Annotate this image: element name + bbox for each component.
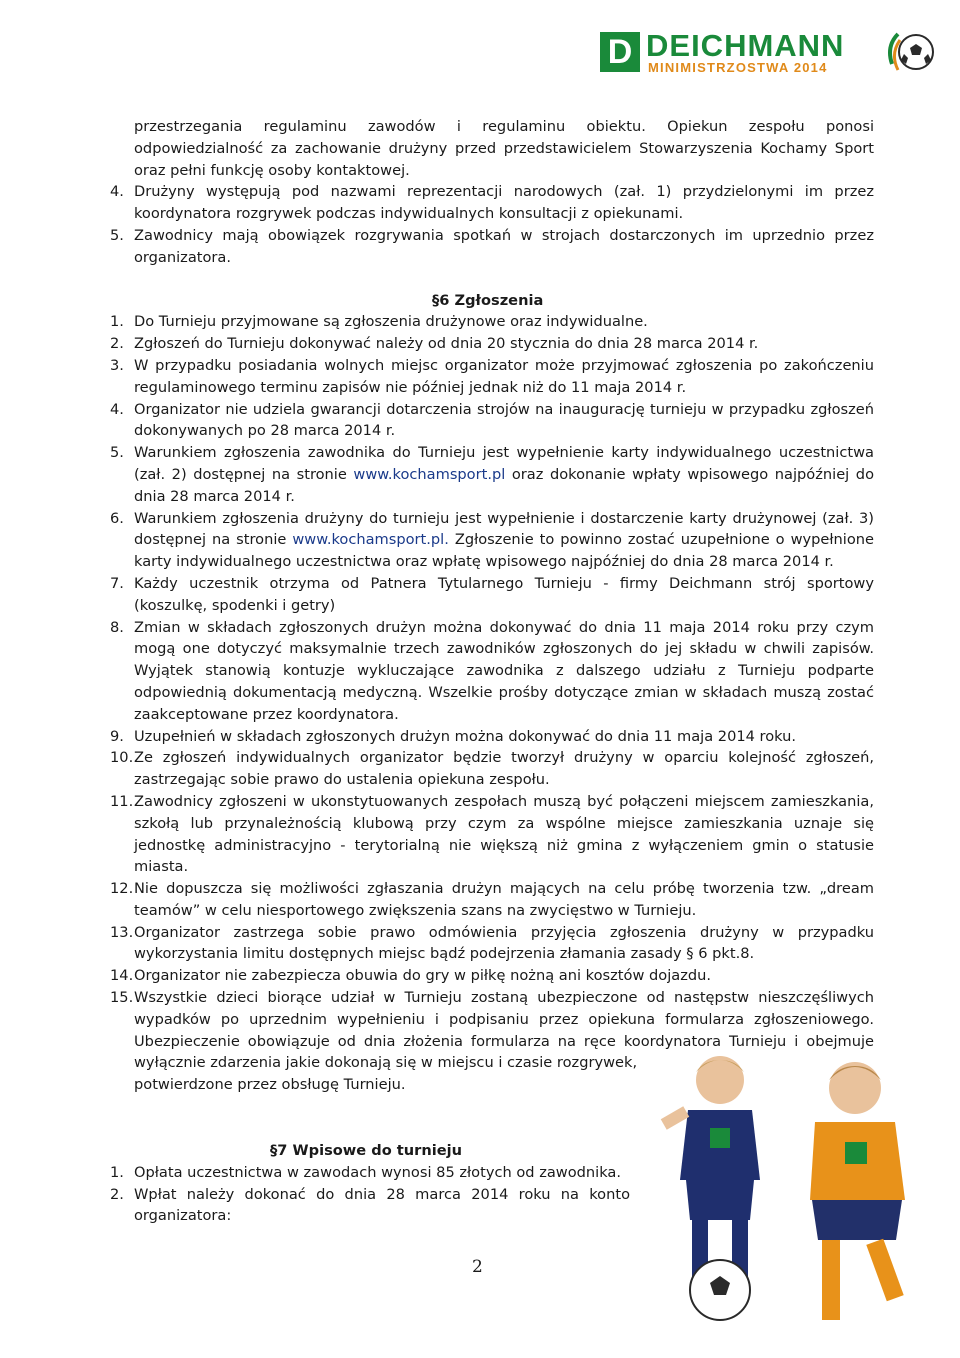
- list-item: [110, 333, 874, 355]
- kochamsport-link[interactable]: www.kochamsport.pl: [353, 465, 506, 483]
- deichmann-logo: [600, 22, 940, 78]
- page-number: 2: [472, 1257, 483, 1277]
- list-item: [110, 1184, 630, 1228]
- football-logo-icon: [884, 24, 936, 76]
- logo-subtitle: MINIMISTRZOSTWA 2014: [648, 60, 828, 75]
- list-item: [110, 965, 874, 987]
- list-item-text: Opłata uczestnictwa w zawodach wynosi 85 złotych od zawodnika.: [134, 1163, 622, 1181]
- list-item-text: Wszystkie dzieci biorące udział w Turnieju zostaną ubezpieczone od następstw nieszczęśliwych wypadków po uprzednim wypełnieniu i podpisaniu przez opiekuna formularza zgłoszeniowego. Ubezpieczenie obowiązuje od dnia złożenia formularza na ręce koordynatora Turnieju i obejmuje wyłącznie zdarzenia jakie dokonają się w miejscu i czasie rozgrywek,: [134, 989, 874, 1072]
- list-item-number: 8.: [110, 618, 124, 636]
- list-item-text: Drużyny występują pod nazwami reprezentacji narodowych (zał. 1) przydzielonymi im przez koordynatora rozgrywek podczas indywidualnych konsultacji z opiekunami.: [134, 183, 874, 223]
- list-item-number: 3.: [110, 356, 124, 374]
- list-item-number: 11.: [110, 792, 134, 810]
- logo-name: DEICHMANN: [646, 28, 845, 63]
- list-item-number: 10.: [110, 749, 134, 767]
- list-item-number: 9.: [110, 727, 124, 745]
- list-item-text: Wpłat należy dokonać do dnia 28 marca 2014 roku na konto organizatora:: [134, 1185, 630, 1225]
- section-7-list: [110, 1162, 630, 1227]
- kochamsport-link[interactable]: www.kochamsport.pl.: [292, 531, 449, 549]
- list-item-number: 2.: [110, 335, 124, 353]
- list-item-number: 15.: [110, 989, 134, 1007]
- list-item-number: 13.: [110, 923, 134, 941]
- list-item: [110, 617, 874, 726]
- list-item-number: 5.: [110, 444, 124, 462]
- list-item-text: W przypadku posiadania wolnych miejsc organizator może przyjmować zgłoszenia po zakończeniu regulaminowego terminu zapisów nie później jednak niż do 11 maja 2014 r.: [134, 356, 874, 396]
- intro-paragraph: przestrzegania regulaminu zawodów i regulaminu obiektu. Opiekun zespołu ponosi odpowiedzialność za zachowanie drużyny przed przedstawicielem Stowarzyszenia Kochamy Sport oraz pełni funkcję osoby kontaktowej.: [134, 118, 874, 179]
- list-item: [110, 791, 874, 878]
- list-item-number: 1.: [110, 1163, 124, 1181]
- list-item-text: Ze zgłoszeń indywidualnych organizator będzie tworzył drużyny w oparciu kolejność zgłoszeń, zastrzegając sobie prawo do ustalenia opiekuna zespołu.: [134, 749, 874, 789]
- section-6-list: [110, 311, 874, 1096]
- list-item: [110, 726, 874, 748]
- list-item: [110, 399, 874, 443]
- list-item-text: Uzupełnień w składach zgłoszonych drużyn można dokonywać do dnia 11 maja 2014 roku.: [134, 727, 797, 745]
- list-item-number: 4.: [110, 183, 124, 201]
- list-item: [110, 181, 874, 225]
- list-item-number: 2.: [110, 1185, 124, 1203]
- children-football-players-image: [640, 1050, 950, 1350]
- list-item-text: Zawodnicy zgłoszeni w ukonstytuowanych zespołach muszą być połączeni miejscem zamieszkania, szkołą lub przynależnością klubową przy czym za wspólne miejsce zamieszkania uznaje się jednostkę administracyjno - terytorialną nie większą niż gmina z wyłączeniem gmin o statusie miasta.: [134, 792, 874, 876]
- list-item-text: Zgłoszeń do Turnieju dokonywać należy od dnia 20 stycznia do dnia 28 marca 2014 r.: [134, 335, 759, 353]
- list-item-number: 14.: [110, 967, 134, 985]
- list-item-number: 6.: [110, 509, 124, 527]
- list-item-text: Organizator zastrzega sobie prawo odmówienia przyjęcia zgłoszenia drużyny w przypadku wykorzystania limitu dostępnych miejsc bądź podejrzenia złamania zasady § 6 pkt.8.: [134, 923, 874, 963]
- items-before-list: [110, 181, 874, 268]
- section-7-title: §7 Wpisowe do turnieju: [270, 1142, 463, 1160]
- list-item-number: 5.: [110, 226, 124, 244]
- list-item: [110, 225, 874, 269]
- list-item-text: Nie dopuszcza się możliwości zgłaszania drużyn mających na celu próbę tworzenia tzw. „dream teamów” w celu niesportowego zwiększenia szans na zwycięstwo w Turnieju.: [134, 880, 874, 919]
- list-item-text: Zgłoszenie to powinno zostać uzupełnione o wypełnione karty indywidualnego uczestnictwa oraz wpłatę wpisowego najpóźniej do dnia 28 marca 2014 r.: [134, 531, 874, 571]
- list-item: [110, 508, 874, 573]
- list-item: [110, 355, 874, 399]
- list-item-number: 4.: [110, 400, 124, 418]
- list-item-extra-line: potwierdzone przez obsługę Turnieju.: [134, 1076, 406, 1094]
- list-item-number: 7.: [110, 574, 124, 592]
- list-item: [110, 442, 874, 507]
- list-item-text: Warunkiem zgłoszenia zawodnika do Turnieju jest wypełnienie karty indywidualnego uczestnictwa (zał. 2) dostępnej na stronie: [134, 444, 874, 483]
- list-item-number: 1.: [110, 313, 124, 331]
- list-item-text: oraz dokonanie wpłaty wpisowego najpóźniej do dnia 28 marca 2014 r.: [134, 465, 875, 505]
- list-item-number: 12.: [110, 880, 134, 898]
- section-6-title: §6 Zgłoszenia: [432, 291, 544, 309]
- list-item-text: Zmian w składach zgłoszonych drużyn można dokonywać do dnia 11 maja 2014 roku przy czym mogą one dotyczyć maksymalnie trzech zawodników zgłoszonych do jej składu w chwili zapisów. Wyjątek stanowią kontuzje wykluczające zawodnika z dalszego udziału z Turnieju podparte odpowiednią dokumentacją medyczną. Wszelkie prośby dotyczące zmian w składach muszą zostać zaakceptowane przez koordynatora.: [134, 618, 874, 723]
- list-item-text: Warunkiem zgłoszenia drużyny do turnieju jest wypełnienie i dostarczenie karty drużynowej (zał. 3) dostępnej na stronie: [134, 509, 874, 549]
- list-item: [110, 747, 874, 791]
- list-item-text: Organizator nie zabezpiecza obuwia do gry w piłkę nożną ani kosztów dojazdu.: [134, 967, 712, 985]
- list-item-text: Zawodnicy mają obowiązek rozgrywania spotkań w strojach dostarczonych im uprzednio przez organizatora.: [134, 226, 874, 266]
- list-item-text: Każdy uczestnik otrzyma od Patnera Tytularnego Turnieju - firmy Deichmann strój sportowy (koszulkę, spodenki i getry): [134, 574, 874, 614]
- logo-letter: D: [600, 32, 640, 72]
- list-item: [110, 878, 874, 922]
- list-item: [110, 1162, 630, 1184]
- list-item-text: Do Turnieju przyjmowane są zgłoszenia drużynowe oraz indywidualne.: [134, 313, 648, 331]
- list-item-text: Organizator nie udziela gwarancji dotarczenia strojów na inaugurację turnieju w przypadku zgłoszeń dokonywanych po 28 marca 2014 r.: [134, 400, 874, 440]
- list-item: [110, 311, 874, 333]
- list-item: [110, 922, 874, 966]
- list-item: [110, 573, 874, 617]
